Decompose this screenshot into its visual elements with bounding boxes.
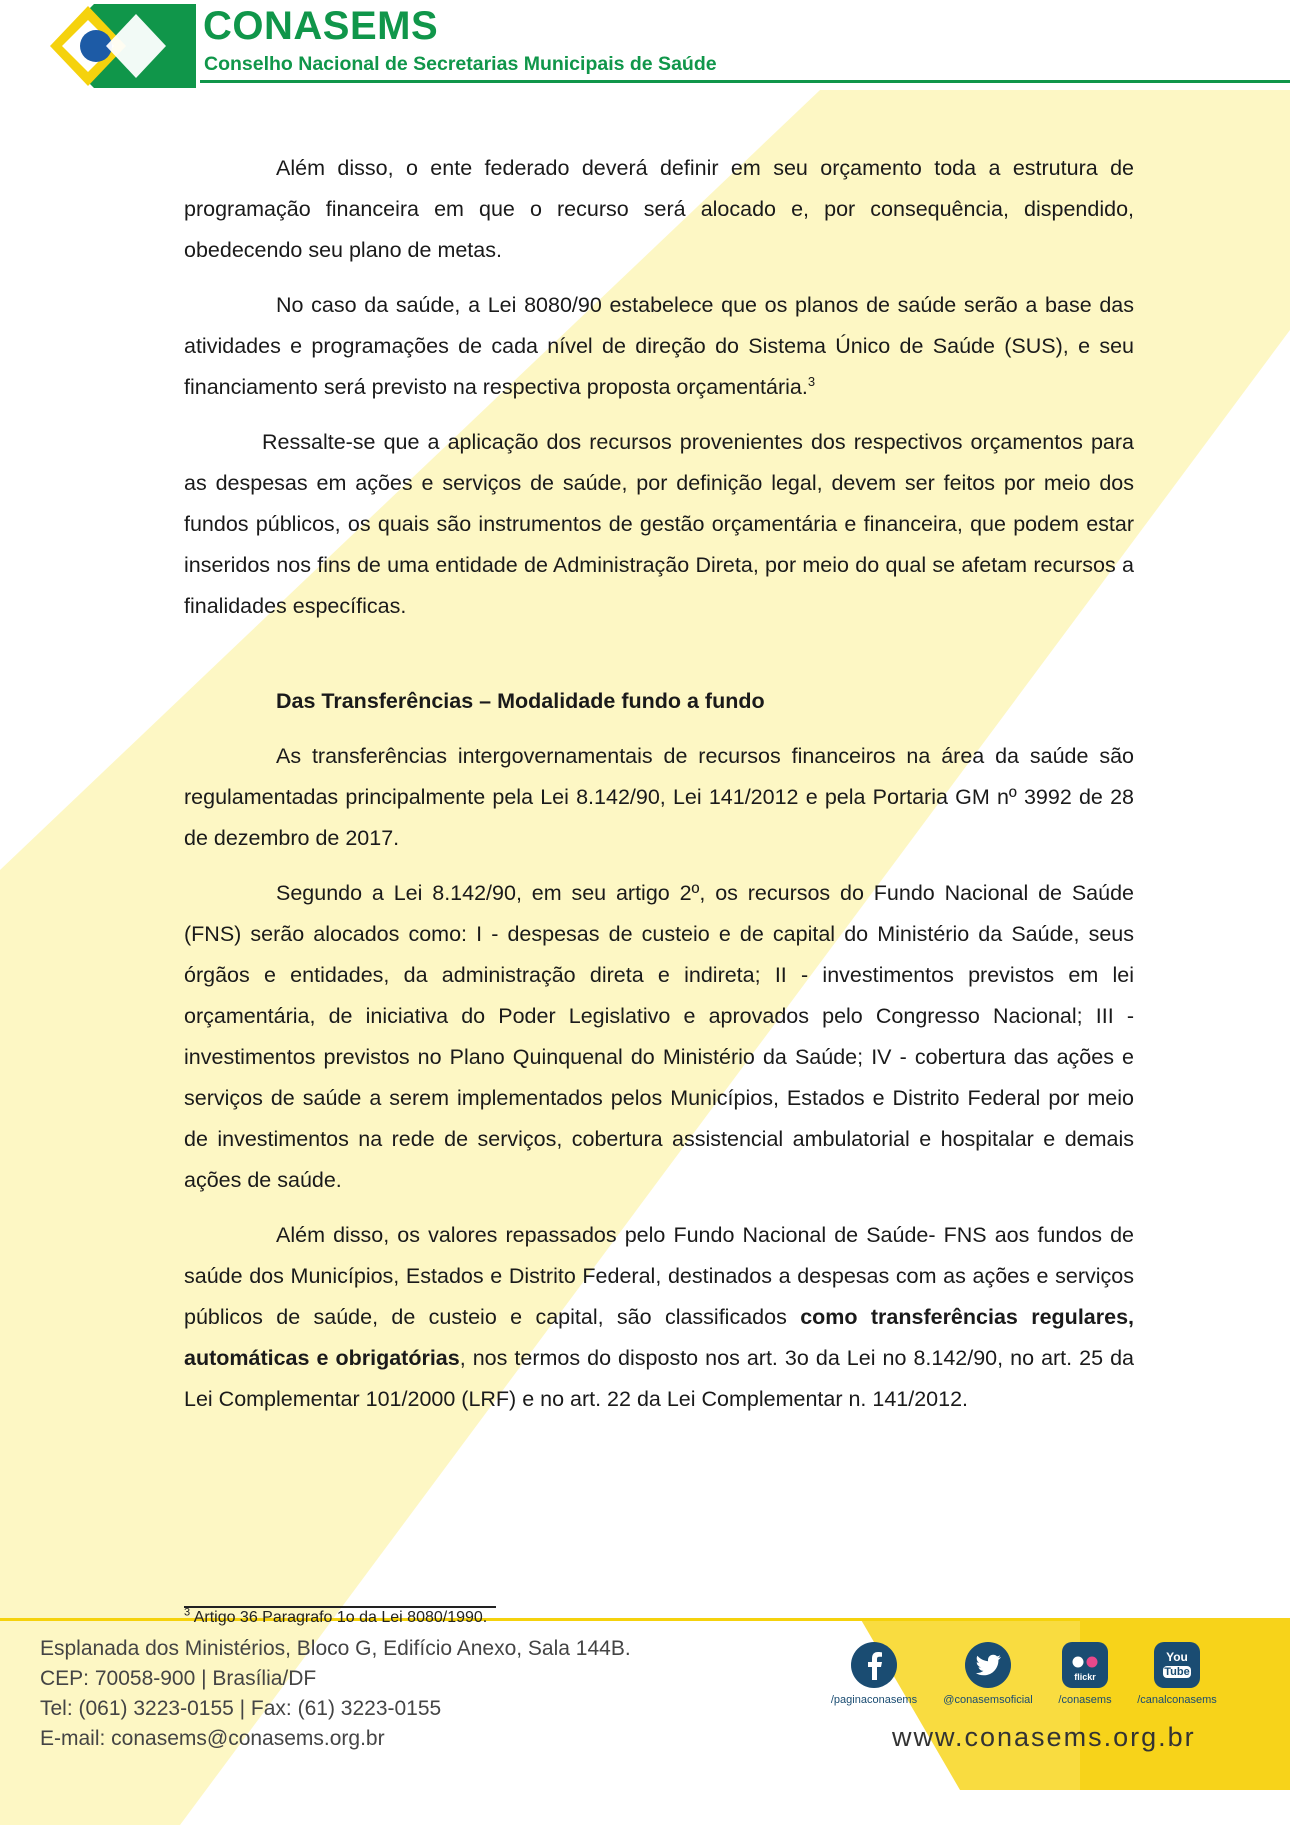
paragraph-6-bold: como transferências regulares, automáticas e obrigatórias: [184, 1305, 1134, 1370]
address-line: Esplanada dos Ministérios, Bloco G, Edifício Anexo, Sala 144B.: [40, 1637, 631, 1660]
facebook-icon: [851, 1642, 897, 1688]
social-label: @conasemsoficial: [943, 1694, 1033, 1706]
paragraph-2: [184, 285, 1134, 408]
flickr-icon: [1062, 1642, 1108, 1688]
org-name: CONASEMS: [203, 4, 439, 48]
paragraph-4: As transferências intergovernamentais de recursos financeiros na área da saúde são regulamentadas principalmente pela Lei 8.142/90, Lei 141/2012 e pela Portaria GM nº 3992 de 28 de dezembro de 2017.: [184, 744, 1134, 850]
flickr-glyph: flickr: [1074, 1672, 1096, 1682]
footnote-number: 3: [184, 1606, 191, 1619]
footnote-rule: [184, 1606, 496, 1608]
paragraph-6-text-b: , nos termos do disposto nos art. 3o da Lei no 8.142/90, no art. 25 da Lei Complementar 101/2000 (LRF) e no art. 22 da Lei Complementar n. 141/2012.: [184, 1346, 1134, 1411]
footnote: [184, 1606, 488, 1627]
social-label: /paginaconasems: [830, 1694, 918, 1706]
paragraph-5: Segundo a Lei 8.142/90, em seu artigo 2º, os recursos do Fundo Nacional de Saúde (FNS) serão alocados como: I - despesas de custeio e de capital do Ministério da Saúde, seus órgãos e entidades, da administração direta e indireta; II - investimentos previstos em lei orçamentária, de iniciativa do Poder Legislativo e aprovados pelo Congresso Nacional; III - investimentos previstos no Plano Quinquenal do Ministério da Saúde; IV - cobertura das ações e serviços de saúde a serem implementados pelos Municípios, Estados e Distrito Federal por meio de investimentos na rede de serviços, cobertura assistencial ambulatorial e hospitalar e demais ações de saúde.: [184, 881, 1134, 1192]
postal-line: CEP: 70058-900 | Brasília/DF: [40, 1667, 317, 1690]
footer-address: [40, 1634, 631, 1754]
youtube-glyph-top: You: [1166, 1650, 1188, 1664]
header-divider: [200, 80, 1290, 83]
phone-line: Tel: (061) 3223-0155 | Fax: (61) 3223-0155: [40, 1697, 442, 1720]
paragraph-6: [184, 1215, 1134, 1420]
social-label: /canalconasems: [1137, 1694, 1217, 1706]
twitter-icon: [965, 1642, 1011, 1688]
social-label: /conasems: [1058, 1694, 1112, 1706]
conasems-logo-icon: [36, 4, 196, 88]
paragraph-3: Ressalte-se que a aplicação dos recursos provenientes dos respectivos orçamentos para as despesas em ações e serviços de saúde, por definição legal, devem ser feitos por meio dos fundos públicos, os quais são instrumentos de gestão orçamentária e financeira, que podem estar inseridos nos fins de uma entidade de Administração Direta, por meio do qual se afetam recursos a finalidades específicas.: [184, 430, 1134, 618]
youtube-icon: [1154, 1642, 1200, 1688]
social-twitter[interactable]: [936, 1642, 1040, 1706]
footnote-text: Artigo 36 Paragrafo 1o da Lei 8080/1990.: [190, 1609, 488, 1626]
footer-divider: [0, 1618, 1080, 1621]
footnote-reference: 3: [807, 373, 816, 389]
youtube-glyph-bottom: Tube: [1164, 1666, 1190, 1678]
document-body: [184, 148, 1134, 1434]
org-full-name: Conselho Nacional de Secretarias Municipais de Saúde: [204, 53, 717, 75]
section-heading: Das Transferências – Modalidade fundo a fundo: [276, 689, 765, 713]
email-line[interactable]: E-mail: conasems@conasems.org.br: [40, 1727, 385, 1750]
website-link[interactable]: www.conasems.org.br: [892, 1722, 1196, 1752]
social-links: [826, 1642, 1266, 1722]
page-header: [0, 0, 1290, 95]
social-youtube[interactable]: [1126, 1642, 1228, 1706]
paragraph-6-text-a: Além disso, os valores repassados pelo Fundo Nacional de Saúde- FNS aos fundos de saúde dos Municípios, Estados e Distrito Federal, destinados a despesas com as ações e serviços públicos de saúde, de custeio e capital, são classificados: [184, 1223, 1134, 1329]
paragraph-1: Além disso, o ente federado deverá definir em seu orçamento toda a estrutura de programação financeira em que o recurso será alocado e, por consequência, dispendido, obedecendo seu plano de metas.: [184, 156, 1134, 262]
social-flickr[interactable]: [1050, 1642, 1120, 1706]
social-facebook[interactable]: [826, 1642, 922, 1706]
paragraph-2-text: No caso da saúde, a Lei 8080/90 estabelece que os planos de saúde serão a base das atividades e programações de cada nível de direção do Sistema Único de Saúde (SUS), e seu financiamento será previsto na respectiva proposta orçamentária.: [184, 293, 1134, 399]
